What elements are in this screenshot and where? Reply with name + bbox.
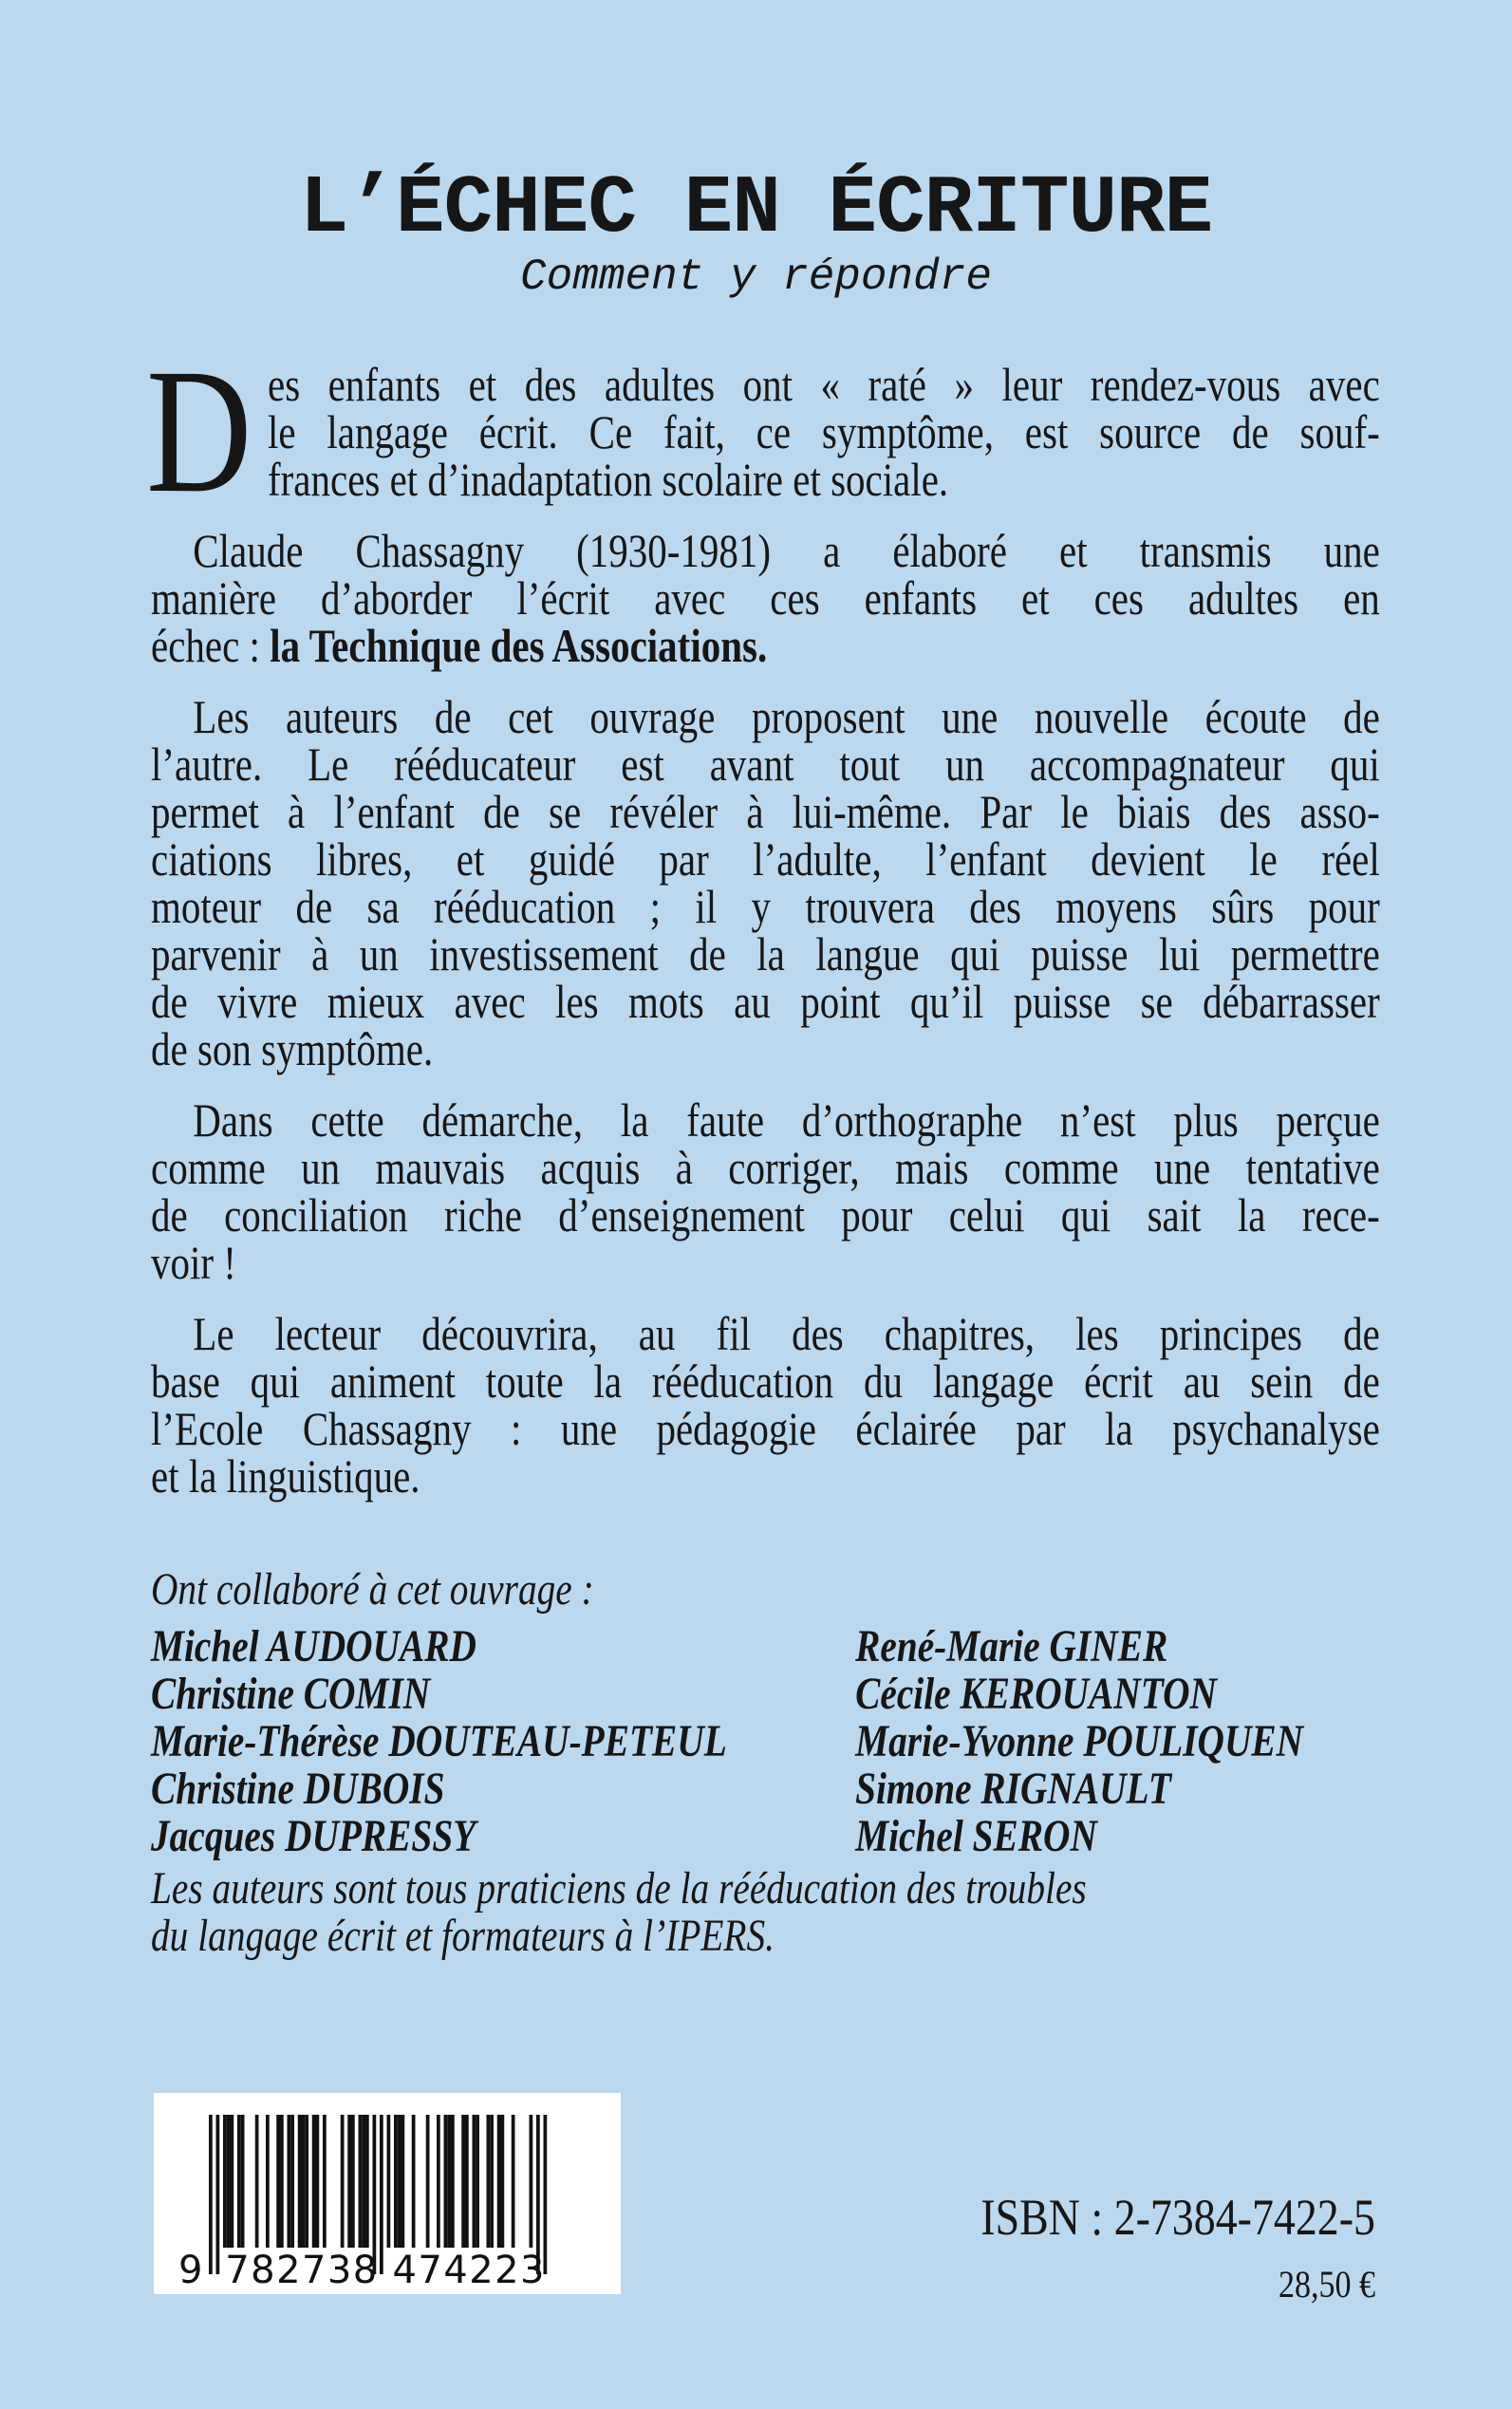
barcode-bar bbox=[227, 2115, 231, 2248]
text-line: et la linguistique. bbox=[151, 1449, 420, 1503]
collaborator-name: Christine DUBOIS bbox=[151, 1764, 445, 1814]
barcode-bar bbox=[223, 2115, 227, 2248]
collaborator-name: Marie-Thérèse DOUTEAU-PETEUL bbox=[151, 1716, 727, 1766]
barcode-bar bbox=[412, 2115, 416, 2248]
note-line: du langage écrit et formateurs à l’IPERS. bbox=[151, 1911, 775, 1961]
barcode-left-digits: 782738 bbox=[225, 2249, 378, 2292]
barcode-bar bbox=[437, 2115, 440, 2248]
text-line: moteur de sa rééducation ; il y trouvera des moyens sûrs pour bbox=[151, 880, 1380, 933]
text-line: frances et d’inadaptation scolaire et sociale. bbox=[268, 453, 949, 506]
barcode-bar bbox=[490, 2115, 494, 2248]
text-line: base qui animent toute la rééducation du langage écrit au sein de bbox=[151, 1354, 1380, 1408]
barcode-bar bbox=[290, 2115, 294, 2248]
barcode-first-digit: 9 bbox=[178, 2249, 203, 2292]
text-line: comme un mauvais acquis à corriger, mais comme une tentative bbox=[151, 1141, 1380, 1194]
barcode-bar bbox=[461, 2115, 465, 2248]
collaborators bbox=[151, 1566, 1380, 1960]
barcode-graphic bbox=[154, 2093, 621, 2294]
barcode-bar bbox=[365, 2115, 369, 2248]
barcode-bar bbox=[501, 2115, 505, 2248]
barcode-bar bbox=[401, 2115, 405, 2248]
barcode-bar bbox=[476, 2115, 479, 2248]
isbn: ISBN : 2-7384-7422-5 bbox=[980, 2189, 1375, 2246]
text-line: permet à l’enfant de se révéler à lui-même. Par le biais des asso- bbox=[151, 785, 1380, 838]
collaborator-name: Jacques DUPRESSY bbox=[151, 1811, 476, 1861]
barcode-guard-bar bbox=[209, 2115, 213, 2274]
text-line: l’autre. Le rééducateur est avant tout un accompagnateur qui bbox=[151, 738, 1380, 791]
collaborators-right bbox=[855, 1623, 1303, 1860]
collaborators-heading: Ont collaboré à cet ouvrage : bbox=[151, 1564, 594, 1615]
technique-name: la Technique des Associations. bbox=[270, 619, 768, 672]
barcode-bar bbox=[341, 2115, 345, 2248]
barcode-bar bbox=[237, 2115, 241, 2248]
barcode-bar bbox=[530, 2115, 533, 2248]
text-plain: échec : bbox=[151, 619, 271, 672]
barcode-bar bbox=[255, 2115, 259, 2248]
barcode-bar bbox=[473, 2115, 476, 2248]
barcode-bar bbox=[302, 2115, 306, 2248]
barcode-guard-bar bbox=[380, 2115, 383, 2274]
barcode-bar bbox=[398, 2115, 401, 2248]
barcode-bar bbox=[241, 2115, 245, 2248]
barcode-bar bbox=[497, 2115, 501, 2248]
collaborator-name: Marie-Yvonne POULIQUEN bbox=[855, 1716, 1304, 1766]
collaborators-left bbox=[151, 1623, 855, 1860]
barcode-bar bbox=[231, 2115, 234, 2248]
text-line: l’Ecole Chassagny : une pédagogie éclairée par la psychanalyse bbox=[151, 1402, 1380, 1455]
barcode-bar bbox=[351, 2115, 355, 2248]
barcode-bar bbox=[447, 2115, 451, 2248]
collaborator-name: Michel AUDOUARD bbox=[151, 1621, 476, 1671]
barcode-bar bbox=[465, 2115, 469, 2248]
text-line: es enfants et des adultes ont « raté » leur rendez-vous avec bbox=[268, 358, 1380, 411]
barcode-bar bbox=[316, 2115, 320, 2248]
collaborator-name: René-Marie GINER bbox=[855, 1621, 1168, 1671]
barcode-bar bbox=[276, 2115, 280, 2248]
barcode-bar bbox=[305, 2115, 308, 2248]
collaborator-name: Christine COMIN bbox=[151, 1669, 431, 1719]
barcode-bar bbox=[312, 2115, 316, 2248]
text-line: Claude Chassagny (1930-1981) a élaboré et transmis une bbox=[193, 524, 1380, 577]
paragraph-3 bbox=[151, 690, 1380, 1075]
barcode-bar bbox=[347, 2115, 351, 2248]
text-line: parvenir à un investissement de la langue qui puisse lui permettre bbox=[151, 927, 1380, 980]
paragraph-2 bbox=[151, 524, 1380, 672]
text-line: Dans cette démarche, la faute d’orthographe n’est plus perçue bbox=[193, 1093, 1380, 1147]
text-line: ciations libres, et guidé par l’adulte, l’enfant devient le réel bbox=[151, 832, 1380, 886]
paragraph-5 bbox=[151, 1307, 1380, 1503]
barcode-bar bbox=[394, 2115, 398, 2248]
book-title: L’ÉCHEC EN ÉCRITURE bbox=[299, 162, 1213, 255]
authors-note bbox=[151, 1865, 1380, 1960]
note-line: Les auteurs sont tous praticiens de la rééducation des troubles bbox=[151, 1863, 1087, 1914]
collaborator-name: Simone RIGNAULT bbox=[855, 1764, 1171, 1814]
drop-cap: D bbox=[146, 331, 252, 530]
barcode bbox=[154, 2093, 621, 2294]
text-line: de conciliation riche d’enseignement pour celui qui sait la rece- bbox=[151, 1188, 1380, 1242]
paragraph-1 bbox=[146, 331, 1380, 530]
barcode-bar bbox=[298, 2115, 302, 2248]
barcode-bar bbox=[512, 2115, 515, 2248]
book-subtitle: Comment y répondre bbox=[520, 252, 992, 302]
barcode-bar bbox=[387, 2115, 391, 2248]
text-line: de son symptôme. bbox=[151, 1022, 434, 1075]
text-line: Le lecteur découvrira, au fil des chapitres, les principes de bbox=[193, 1307, 1380, 1360]
text-line bbox=[151, 619, 1380, 672]
barcode-bar bbox=[444, 2115, 448, 2248]
price: 28,50 € bbox=[1279, 2263, 1375, 2306]
text-line: voir ! bbox=[151, 1236, 236, 1289]
text-line: de vivre mieux avec les mots au point qu’il puisse se débarrasser bbox=[151, 975, 1380, 1028]
text-line: le langage écrit. Ce fait, ce symptôme, est source de souf- bbox=[268, 405, 1380, 458]
barcode-bar bbox=[362, 2115, 365, 2248]
barcode-guard-bar bbox=[216, 2115, 220, 2274]
blurb bbox=[146, 331, 1380, 1523]
text-line: Les auteurs de cet ouvrage proposent une nouvelle écoute de bbox=[193, 690, 1380, 743]
barcode-bar bbox=[288, 2115, 291, 2248]
barcode-bar bbox=[266, 2115, 270, 2248]
barcode-bar bbox=[359, 2115, 363, 2248]
collaborator-name: Michel SERON bbox=[855, 1811, 1097, 1861]
text-line: manière d’aborder l’écrit avec ces enfants et ces adultes en bbox=[151, 571, 1380, 625]
barcode-bar bbox=[426, 2115, 430, 2248]
barcode-bar bbox=[323, 2115, 327, 2248]
barcode-bar bbox=[451, 2115, 455, 2248]
paragraph-4 bbox=[151, 1093, 1380, 1289]
collaborator-name: Cécile KEROUANTON bbox=[855, 1669, 1217, 1719]
barcode-right-digits: 474223 bbox=[392, 2249, 545, 2292]
barcode-bar bbox=[280, 2115, 284, 2248]
barcode-bar bbox=[487, 2115, 491, 2248]
collaborator-names bbox=[151, 1623, 1380, 1860]
